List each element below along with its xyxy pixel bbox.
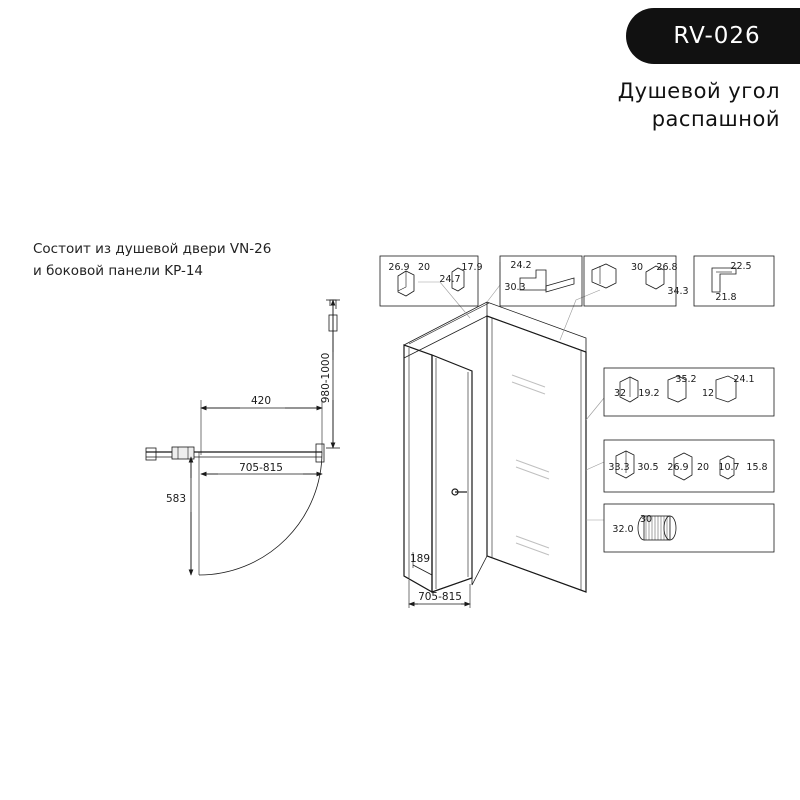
detail-dim-17-9: 17.9 — [461, 262, 483, 273]
detail-dim-34-3: 34.3 — [667, 286, 689, 297]
plan-dim-span: 705-815 — [239, 462, 283, 474]
product-code-text: RV-026 — [673, 23, 761, 49]
caption-line-1: Состоит из душевой двери VN-26 — [33, 241, 272, 257]
detail-dim-24-2: 24.2 — [510, 260, 532, 271]
detail-dim-20: 20 — [417, 262, 431, 273]
detail-dim-20b: 20 — [696, 462, 710, 473]
detail-dim-12: 12 — [701, 388, 715, 399]
detail-dim-32: 32 — [613, 388, 627, 399]
plan-dim-height: 980-1000 — [320, 352, 332, 404]
detail-dim-15-8: 15.8 — [746, 462, 768, 473]
detail-dim-24-7: 24.7 — [439, 274, 461, 285]
detail-dim-35-2: 35.2 — [675, 374, 697, 385]
detail-dim-21-8: 21.8 — [715, 292, 737, 303]
detail-callout-top-2 — [500, 256, 582, 306]
detail-callout-top-3 — [584, 256, 689, 306]
detail-dim-roller-30: 30 — [639, 514, 653, 525]
detail-dim-30-3: 30.3 — [504, 282, 526, 293]
title-line-1: Душевой угол — [617, 79, 780, 103]
detail-dim-19-2: 19.2 — [638, 388, 660, 399]
detail-dim-22-5: 22.5 — [730, 261, 752, 272]
detail-callout-top-1 — [380, 256, 483, 306]
plan-dim-420: 420 — [250, 395, 272, 407]
iso-dim-bottom: 705-815 — [418, 591, 462, 603]
detail-callout-mid — [604, 368, 774, 416]
title-line-2: распашной — [651, 106, 780, 131]
isometric-view-group — [404, 302, 586, 608]
caption-line-2: и боковой панели KP-14 — [33, 262, 204, 279]
detail-callout-top-4 — [694, 256, 774, 306]
callout-leader-lines — [418, 262, 604, 520]
detail-dim-24-1: 24.1 — [733, 374, 755, 385]
detail-dim-30-5: 30.5 — [637, 462, 659, 473]
detail-dim-33-3: 33.3 — [608, 462, 630, 473]
plan-view-group — [146, 300, 340, 575]
detail-dim-roller-32: 32.0 — [612, 524, 634, 535]
detail-dim-10-7: 10.7 — [718, 462, 740, 473]
iso-dim-189: 189 — [409, 553, 431, 565]
detail-dim-30: 30 — [630, 262, 644, 273]
detail-callout-low — [604, 440, 774, 492]
detail-dim-26-9: 26.9 — [388, 262, 410, 273]
plan-dim-depth: 583 — [165, 493, 186, 505]
detail-dim-26-9b: 26.9 — [667, 462, 689, 473]
detail-callout-roller — [604, 504, 774, 552]
detail-dim-26-8: 26.8 — [656, 262, 678, 273]
